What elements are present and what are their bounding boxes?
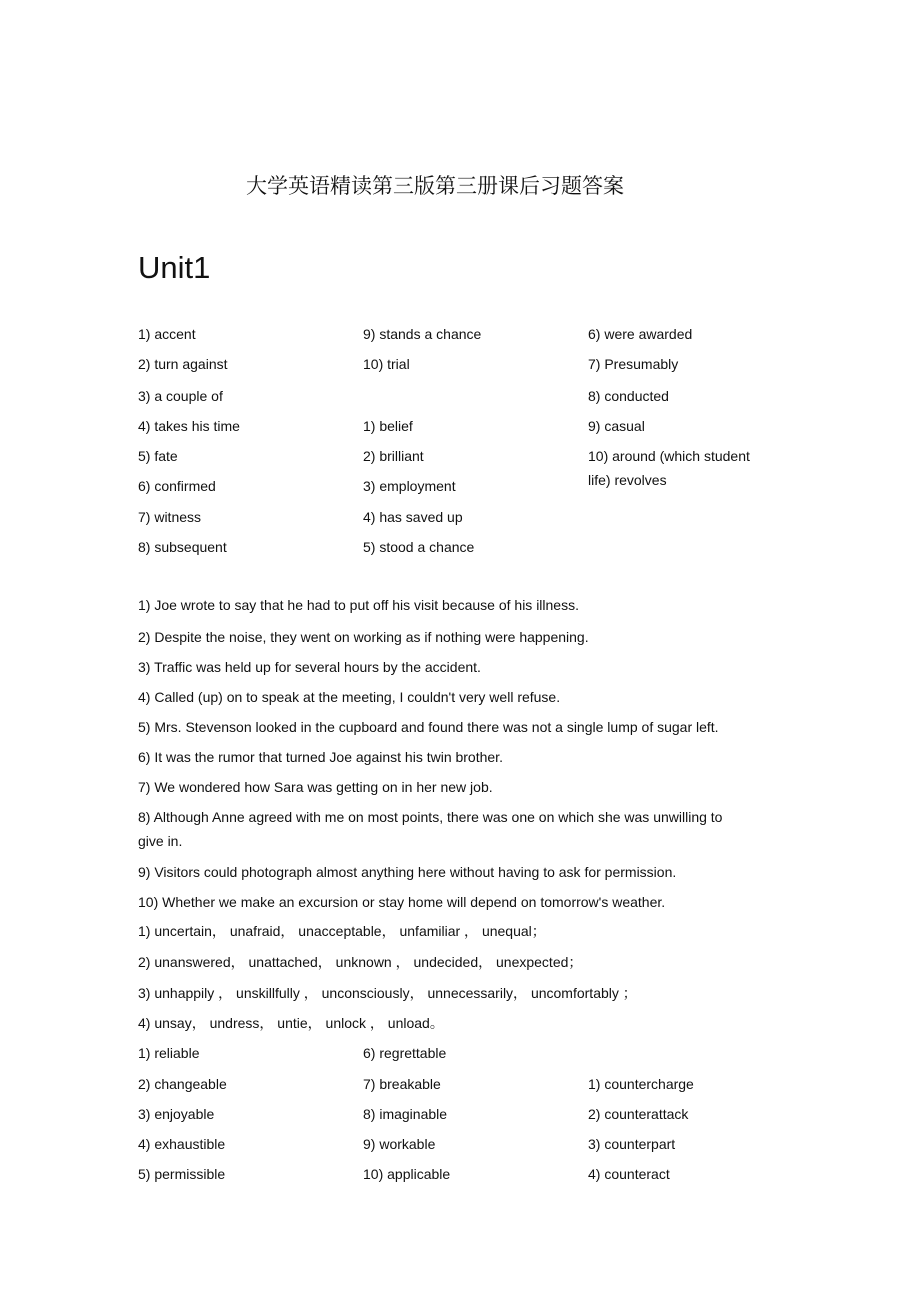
affix-answer: 4) unsay， undress， untie， unlock ， unload。 (138, 1015, 444, 1031)
vocab-answer: 2) turn against (138, 356, 228, 372)
affix-answer: 2) unanswered， unattached， unknown ， undecided， unexpected； (138, 954, 583, 970)
vocab-answer: 4) has saved up (363, 509, 463, 525)
vocab-answer: 8) conducted (588, 388, 669, 404)
suffix-answer: 3) enjoyable (138, 1106, 215, 1122)
translation-sentence: 9) Visitors could photograph almost anything here without having to ask for permission. (138, 864, 677, 880)
affix-answer: 3) unhappily ， unskillfully ， unconsciously， unnecessarily， uncomfortably ； (138, 985, 637, 1001)
translation-sentence: 2) Despite the noise, they went on working as if nothing were happening. (138, 629, 589, 645)
translation-sentence: 10) Whether we make an excursion or stay home will depend on tomorrow's weather. (138, 894, 666, 910)
suffix-answer: 4) exhaustible (138, 1136, 226, 1152)
vocab-answer: 6) were awarded (588, 326, 693, 342)
suffix-answer: 9) workable (363, 1136, 436, 1152)
document-title: 大学英语精读第三版第三册课后习题答案 (246, 174, 624, 198)
suffix-answer: 5) permissible (138, 1166, 226, 1182)
unit-heading: Unit1 (138, 250, 211, 285)
translation-sentence: 4) Called (up) on to speak at the meeting, I couldn't very well refuse. (138, 689, 561, 705)
suffix-answer: 2) changeable (138, 1076, 227, 1092)
translation-sentence: 6) It was the rumor that turned Joe against his twin brother. (138, 749, 503, 765)
suffix-answer: 10) applicable (363, 1166, 451, 1182)
suffix-answer: 6) regrettable (363, 1045, 447, 1061)
vocab-answer: 6) confirmed (138, 478, 216, 494)
translation-sentence: 7) We wondered how Sara was getting on in her new job. (138, 779, 493, 795)
vocab-answer: 9) casual (588, 418, 645, 434)
translation-sentence: 1) Joe wrote to say that he had to put off his visit because of his illness. (138, 597, 579, 613)
suffix-answer: 8) imaginable (363, 1106, 448, 1122)
translation-sentence: 8) Although Anne agreed with me on most points, there was one on which she was unwilling to give in. (138, 809, 723, 849)
vocab-answer: 7) witness (138, 509, 202, 525)
vocab-answer: 5) fate (138, 448, 178, 464)
suffix-answer: 1) countercharge (588, 1076, 694, 1092)
vocab-answer: 3) employment (363, 478, 456, 494)
translation-sentence: 5) Mrs. Stevenson looked in the cupboard and found there was not a single lump of sugar left. (138, 719, 719, 735)
vocab-answer: 1) accent (138, 326, 196, 342)
affix-answer: 1) uncertain， unafraid， unacceptable， unfamiliar ， unequal； (138, 923, 546, 939)
vocab-answer: 3) a couple of (138, 388, 223, 404)
vocab-answer: 9) stands a chance (363, 326, 482, 342)
suffix-answer: 4) counteract (588, 1166, 670, 1182)
suffix-answer: 1) reliable (138, 1045, 200, 1061)
vocab-answer: 8) subsequent (138, 539, 227, 555)
suffix-answer: 2) counterattack (588, 1106, 689, 1122)
vocab-answer: 10) trial (363, 356, 410, 372)
translation-sentence: 3) Traffic was held up for several hours by the accident. (138, 659, 481, 675)
suffix-answer: 3) counterpart (588, 1136, 676, 1152)
vocab-answer: 4) takes his time (138, 418, 240, 434)
vocab-answer: 7) Presumably (588, 356, 679, 372)
suffix-answer: 7) breakable (363, 1076, 441, 1092)
vocab-answer: 1) belief (363, 418, 413, 434)
vocab-answer: 10) around (which student life) revolves (588, 448, 750, 488)
vocab-answer: 2) brilliant (363, 448, 424, 464)
vocab-answer: 5) stood a chance (363, 539, 475, 555)
